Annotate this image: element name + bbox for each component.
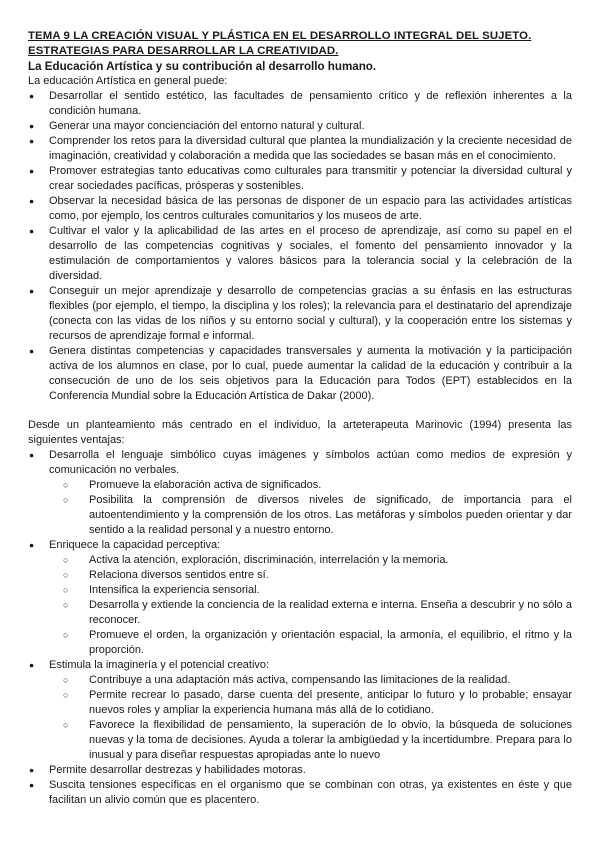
list-item: ● Suscita tensiones específicas en el organismo que se combinan con otras, ya existentes en éste y que facilitan un alivio común que es placentero. <box>28 778 572 808</box>
list-item: ● Promover estrategias tanto educativas como culturales para transmitir y potenciar la diversidad cultural y crear sociedades pacíficas, prósperas y sostenibles. <box>28 164 572 194</box>
title-line-1: TEMA 9 LA CREACIÓN VISUAL Y PLÁSTICA EN EL DESARROLLO INTEGRAL DEL SUJETO. <box>28 30 532 42</box>
sub-list-item: ○ Contribuye a una adaptación más activa, compensando las limitaciones de la realidad. <box>28 673 572 688</box>
sublist-perceptive <box>28 553 572 658</box>
benefits-list <box>28 89 572 404</box>
sub-list-item: ○ Promueve el orden, la organización y orientación espacial, la armonía, el equilibrio, el ritmo y la proporción. <box>28 628 572 658</box>
advantages-list <box>28 448 572 478</box>
sub-list-item: ○ Favorece la flexibilidad de pensamiento, la superación de lo obvio, la búsqueda de soluciones nuevas y la toma de decisiones. Ayuda a tolerar la ambigüedad y la incertidumbre. Prepara para lo inusual y para diseñar respuestas apropiadas ante lo nuevo <box>28 718 572 763</box>
sub-list-item: ○ Relaciona diversos sentidos entre sí. <box>28 568 572 583</box>
list-item-imagery: ● Estimula la imaginería y el potencial creativo: <box>28 658 572 673</box>
list-item: ● Permite desarrollar destrezas y habilidades motoras. <box>28 763 572 778</box>
list-item: ● Cultivar el valor y la aplicabilidad de las artes en el proceso de aprendizaje, así como su papel en el desarrollo de las competencias cognitivas y sociales, el fomento del pensamiento innovador y la estimulación de comportamientos y valores básicos para la tolerancia social y la celebración de la diversidad. <box>28 224 572 284</box>
advantages-list-3 <box>28 658 572 673</box>
marinovic-paragraph: Desde un planteamiento más centrado en el individuo, la arteterapeuta Marinovic (1994) presenta las siguientes ventajas: <box>28 419 572 446</box>
sub-list-item: ○ Desarrolla y extiende la conciencia de la realidad externa e interna. Enseña a descubrir y no sólo a reconocer. <box>28 598 572 628</box>
list-item-perceptive: ● Enriquece la capacidad perceptiva: <box>28 538 572 553</box>
page-title <box>28 29 572 58</box>
advantages-list-4 <box>28 763 572 808</box>
list-item-symbolic-language <box>28 448 572 478</box>
sub-list-item: ○ Activa la atención, exploración, discriminación, interrelación y la memoria. <box>28 553 572 568</box>
advantages-list-2 <box>28 538 572 553</box>
sub-list-item: ○ Permite recrear lo pasado, darse cuenta del presente, anticipar lo futuro y lo probable; ensayar nuevos roles y ampliar la experiencia humana más allá de lo cotidiano. <box>28 688 572 718</box>
list-item: ● Generar una mayor concienciación del entorno natural y cultural. <box>28 119 572 134</box>
list-item-text: Desarrolla el lenguaje simbólico cuyas imágenes y símbolos actúan como medios de expresión y comunicación no verbales. <box>49 449 572 476</box>
list-item: ● Conseguir un mejor aprendizaje y desarrollo de competencias gracias a su énfasis en las estructuras flexibles (por ejemplo, el tiempo, la disciplina y los roles); la relevancia para el destinatario del aprendizaje (conecta con las vidas de los niños y su entorno social y cultural), y la cooperación entre los sistemas y recursos de aprendizaje formal e informal. <box>28 284 572 344</box>
sublist-symbolic-language <box>28 478 572 538</box>
sub-list-item: ○ Posibilita la comprensión de diversos niveles de significado, de importancia para el autoentendimiento y la comprensión de los otros. Las metáforas y símbolos pueden orientar y dar sentido a la realidad personal y a nuestro entorno. <box>28 493 572 538</box>
section-subtitle: La Educación Artística y su contribución al desarrollo humano. <box>28 60 377 73</box>
list-item: ● Observar la necesidad básica de las personas de disponer de un espacio para las actividades artísticas como, por ejemplo, los centros culturales comunitarios y los museos de arte. <box>28 194 572 224</box>
list-item: ● Desarrollar el sentido estético, las facultades de pensamiento crítico y de reflexión inherentes a la condición humana. <box>28 89 572 119</box>
title-line-2: ESTRATEGIAS PARA DESARROLLAR LA CREATIVIDAD. <box>28 44 339 57</box>
intro-paragraph: La educación Artística en general puede: <box>28 75 228 87</box>
sub-list-item: ○ Promueve la elaboración activa de significados. <box>28 478 572 493</box>
list-item: ● Genera distintas competencias y capacidades transversales y aumenta la motivación y la participación activa de los alumnos en clase, por lo cual, puede aumentar la calidad de la educación y contribuir a la consecución de uno de los seis objetivos para la Educación para Todos (EPT) establecidos en la Conferencia Mundial sobre la Educación Artística de Dakar (2000). <box>28 344 572 404</box>
sublist-imagery <box>28 673 572 763</box>
sub-list-item: ○ Intensifica la experiencia sensorial. <box>28 583 572 598</box>
list-item: ● Comprender los retos para la diversidad cultural que plantea la mundialización y la creciente necesidad de imaginación, creatividad y colaboración a medida que las sociedades se basan más en el conocimiento. <box>28 134 572 164</box>
